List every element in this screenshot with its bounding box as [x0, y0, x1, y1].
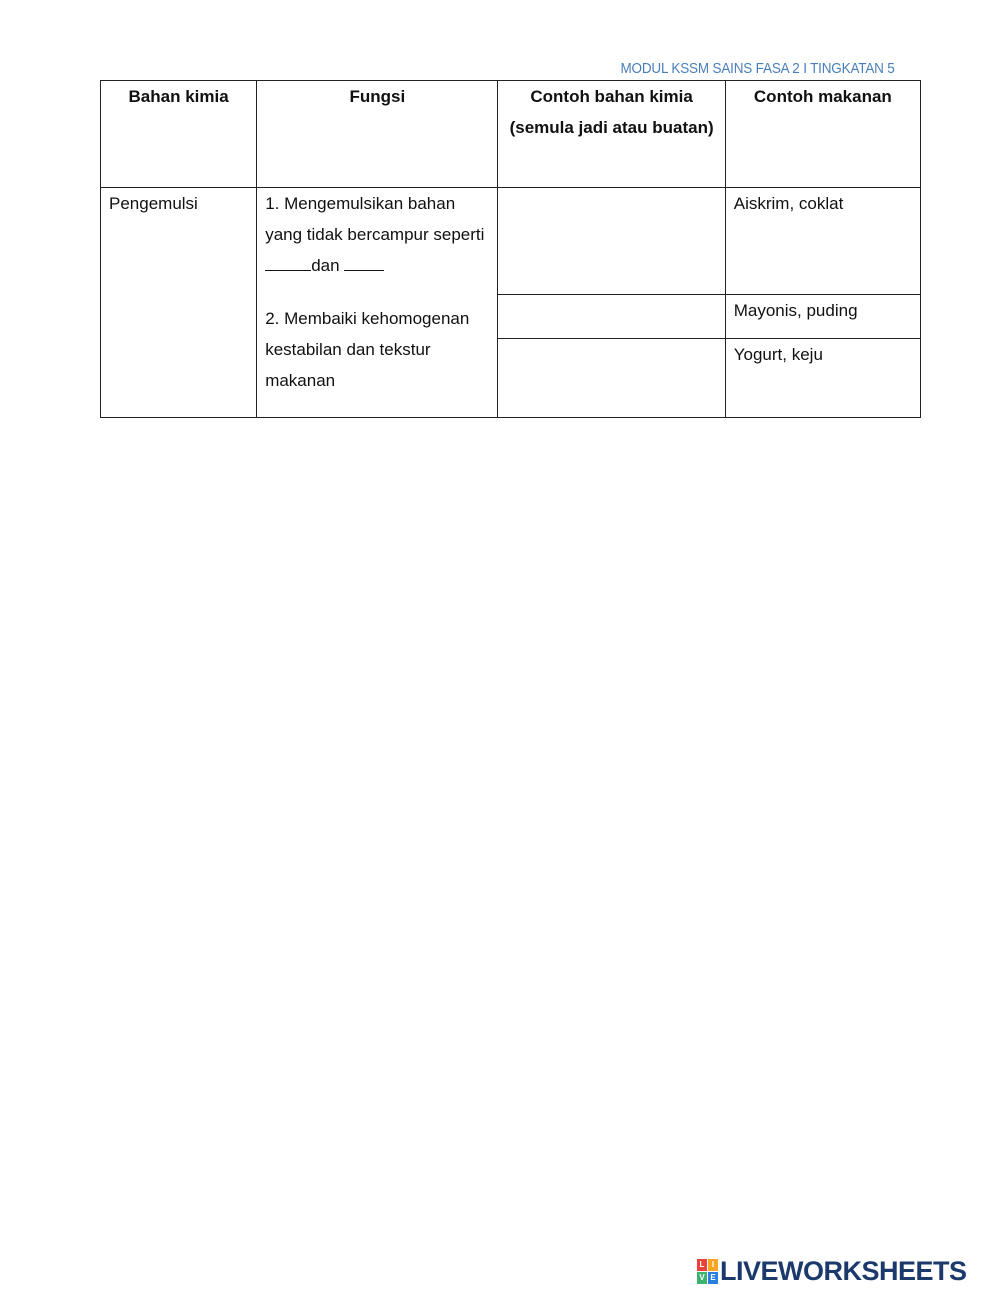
answer-input-3[interactable]	[498, 339, 725, 418]
function-2: 2. Membaiki kehomogenan kestabilan dan tekstur makanan	[265, 309, 470, 390]
header-fungsi: Fungsi	[257, 81, 498, 188]
food-cell-2: Mayonis, puding	[725, 295, 920, 339]
header-bahan-kimia: Bahan kimia	[101, 81, 257, 188]
chemical-cell: Pengemulsi	[101, 188, 257, 418]
blank-1	[265, 252, 311, 271]
function-1: 1. Mengemulsikan bahan yang tidak bercampur seperti dan	[265, 194, 485, 275]
module-header: MODUL KSSM SAINS FASA 2 I TINGKATAN 5	[620, 60, 895, 77]
logo-icon	[697, 1259, 718, 1284]
answer-input-2[interactable]	[498, 295, 725, 339]
answer-input-1[interactable]	[498, 188, 725, 295]
logo-square-3: V	[697, 1272, 707, 1284]
logo-square-4: E	[708, 1272, 718, 1284]
function-cell	[257, 188, 498, 418]
table-header-row	[101, 81, 921, 188]
liveworksheets-logo	[697, 1255, 967, 1286]
logo-square-2: I	[708, 1259, 718, 1271]
logo-square-1: L	[697, 1259, 707, 1271]
table-row	[101, 188, 921, 295]
header-contoh-makanan: Contoh makanan	[725, 81, 920, 188]
food-cell-1: Aiskrim, coklat	[725, 188, 920, 295]
worksheet-table	[100, 80, 921, 418]
logo-text: LIVEWORKSHEETS	[720, 1255, 967, 1286]
header-contoh-bahan-kimia: Contoh bahan kimia (semula jadi atau buatan)	[498, 81, 725, 188]
blank-2	[344, 252, 384, 271]
food-cell-3: Yogurt, keju	[725, 339, 920, 418]
